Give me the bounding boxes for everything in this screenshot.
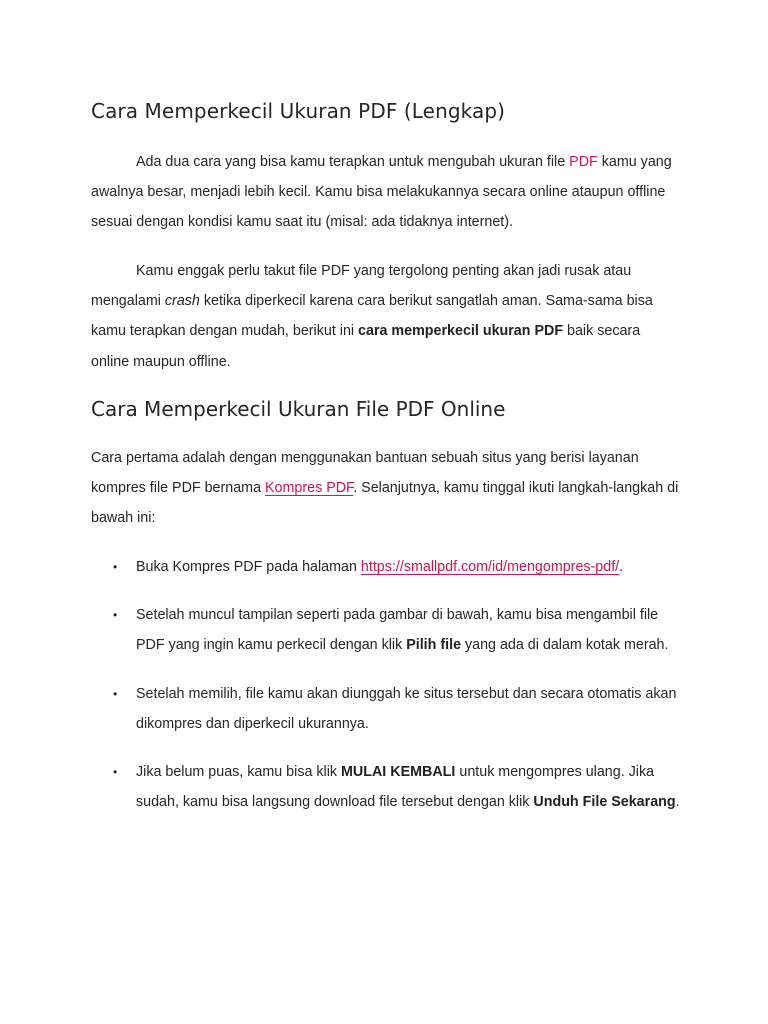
step1-text-2: . xyxy=(619,559,624,575)
step1-text-1: Buka Kompres PDF pada halaman xyxy=(136,559,361,575)
step4-text-3: . xyxy=(675,794,680,811)
safety-paragraph xyxy=(91,256,681,377)
step4-text-2: untuk mengompres ulang. Jika sudah, kamu bisa langsung download file tersebut dengan klik xyxy=(136,764,655,811)
smallpdf-url-link[interactable]: https://smallpdf.com/id/mengompres-pdf/ xyxy=(360,559,620,575)
step2-text-1: Setelah muncul tampilan seperti pada gambar di bawah, kamu bisa mengambil file PDF yang ingin kamu perkecil dengan klik xyxy=(136,607,659,654)
crash-term: crash xyxy=(164,293,200,310)
list-item xyxy=(91,757,681,817)
list-item xyxy=(91,679,681,739)
list-item xyxy=(91,600,681,660)
mulai-kembali-label: MULAI KEMBALI xyxy=(341,764,456,781)
intro-paragraph xyxy=(91,147,681,238)
pdf-link[interactable]: PDF xyxy=(569,154,598,170)
step3-text-1: Setelah memilih, file kamu akan diunggah ke situs tersebut dan secara otomatis akan dikompres dan diperkecil ukurannya. xyxy=(136,685,677,732)
step4-text-1: Jika belum puas, kamu bisa klik xyxy=(136,764,342,781)
main-heading: Cara Memperkecil Ukuran PDF (Lengkap) xyxy=(91,99,506,123)
pilih-file-label: Pilih file xyxy=(406,637,462,654)
safety-text-1: Kamu enggak perlu takut file PDF yang tergolong penting akan jadi rusak atau mengalami xyxy=(91,263,632,310)
intro-text-2: kamu yang awalnya besar, menjadi lebih kecil. Kamu bisa melakukannya secara online ataupun offline sesuai dengan kondisi kamu saat itu (misal: ada tidaknya internet). xyxy=(91,154,672,231)
bullet-icon: • xyxy=(113,686,118,701)
list-item xyxy=(91,552,681,582)
online-intro-text-1: Cara pertama adalah dengan menggunakan bantuan sebuah situs yang berisi layanan kompres file PDF bernama xyxy=(91,450,639,497)
steps-list xyxy=(91,552,681,817)
kompres-pdf-link[interactable]: Kompres PDF xyxy=(265,480,354,497)
intro-text-1: Ada dua cara yang bisa kamu terapkan untuk mengubah ukuran file xyxy=(136,154,570,170)
safety-text-2: ketika diperkecil karena cara berikut sangatlah aman. Sama-sama bisa kamu terapkan dengan mudah, berikut ini xyxy=(91,293,653,340)
safety-text-3: baik secara online maupun offline. xyxy=(91,323,641,370)
bullet-icon: • xyxy=(113,608,118,623)
bullet-icon: • xyxy=(113,765,118,780)
unduh-file-label: Unduh File Sekarang xyxy=(533,794,676,811)
bullet-icon: • xyxy=(113,560,118,574)
online-section-heading: Cara Memperkecil Ukuran File PDF Online xyxy=(91,397,506,421)
keyword-bold: cara memperkecil ukuran PDF xyxy=(358,323,564,340)
online-intro-paragraph xyxy=(91,443,681,534)
step2-text-2: yang ada di dalam kotak merah. xyxy=(461,637,669,654)
online-intro-text-2: . Selanjutnya, kamu tinggal ikuti langkah-langkah di bawah ini: xyxy=(91,480,679,527)
